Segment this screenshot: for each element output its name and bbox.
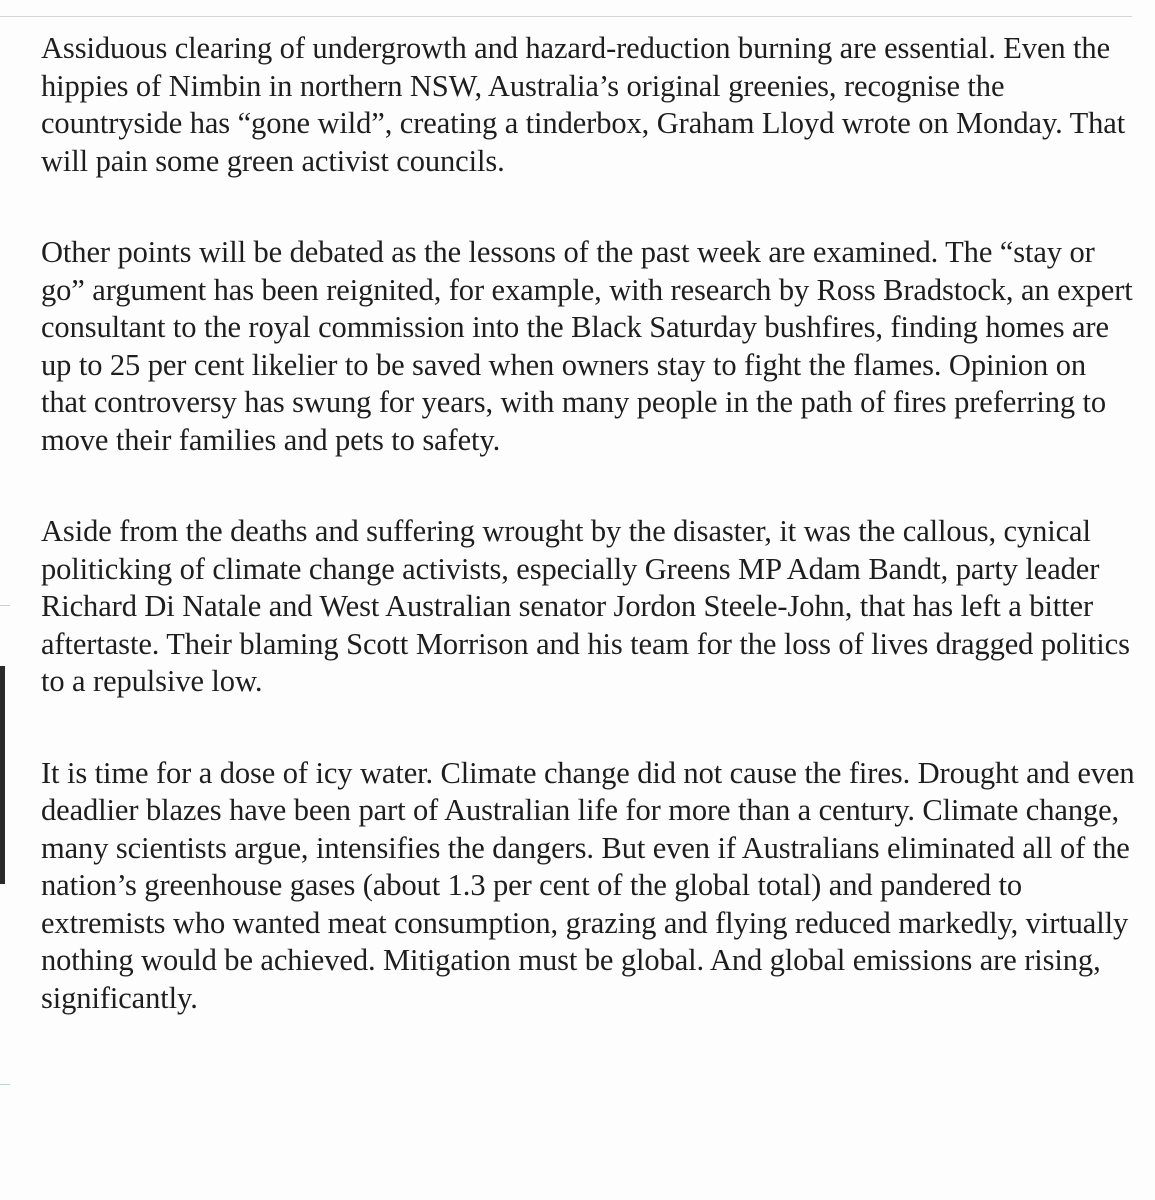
article-paragraph: Other points will be debated as the lessons of the past week are examined. The “stay or go” argument has been reignited, for example, with research by Ross Bradstock, an expert consultant to the royal commission into the Black Saturday bushfires, finding homes are up to 25 per cent likelier to be saved when owners stay to fight the flames. Opinion on that controversy has swung for years, with many people in the path of fires preferring to move their families and pets to safety. [41, 235, 1133, 457]
left-margin-tick [0, 1084, 10, 1085]
article-paragraph: Aside from the deaths and suffering wrought by the disaster, it was the callous, cynical politicking of climate change activists, especially Greens MP Adam Bandt, party leader Richard Di Natale and West Australian senator Jordon Steele-John, that has left a bitter aftertaste. Their blaming Scott Morrison and his team for the loss of lives dragged politics to a repulsive low. [41, 514, 1130, 698]
left-margin-bar [0, 666, 5, 884]
article-body [41, 30, 1136, 1071]
article-paragraph: Assiduous clearing of undergrowth and hazard-reduction burning are essential. Even the hippies of Nimbin in northern NSW, Australia’s original greenies, recognise the countryside has “gone wild”, creating a tinderbox, Graham Lloyd wrote on Monday. That will pain some green activist councils. [41, 31, 1126, 178]
top-divider [0, 16, 1132, 17]
article-paragraph: It is time for a dose of icy water. Climate change did not cause the fires. Drought and even deadlier blazes have been part of Australian life for more than a century. Climate change, many scientists argue, intensifies the dangers. But even if Australians eliminated all of the nation’s greenhouse gases (about 1.3 per cent of the global total) and pandered to extremists who wanted meat consumption, grazing and flying reduced markedly, virtually nothing would be achieved. Mitigation must be global. And global emissions are rising, significantly. [41, 755, 1135, 1015]
left-margin-tick [0, 605, 10, 606]
